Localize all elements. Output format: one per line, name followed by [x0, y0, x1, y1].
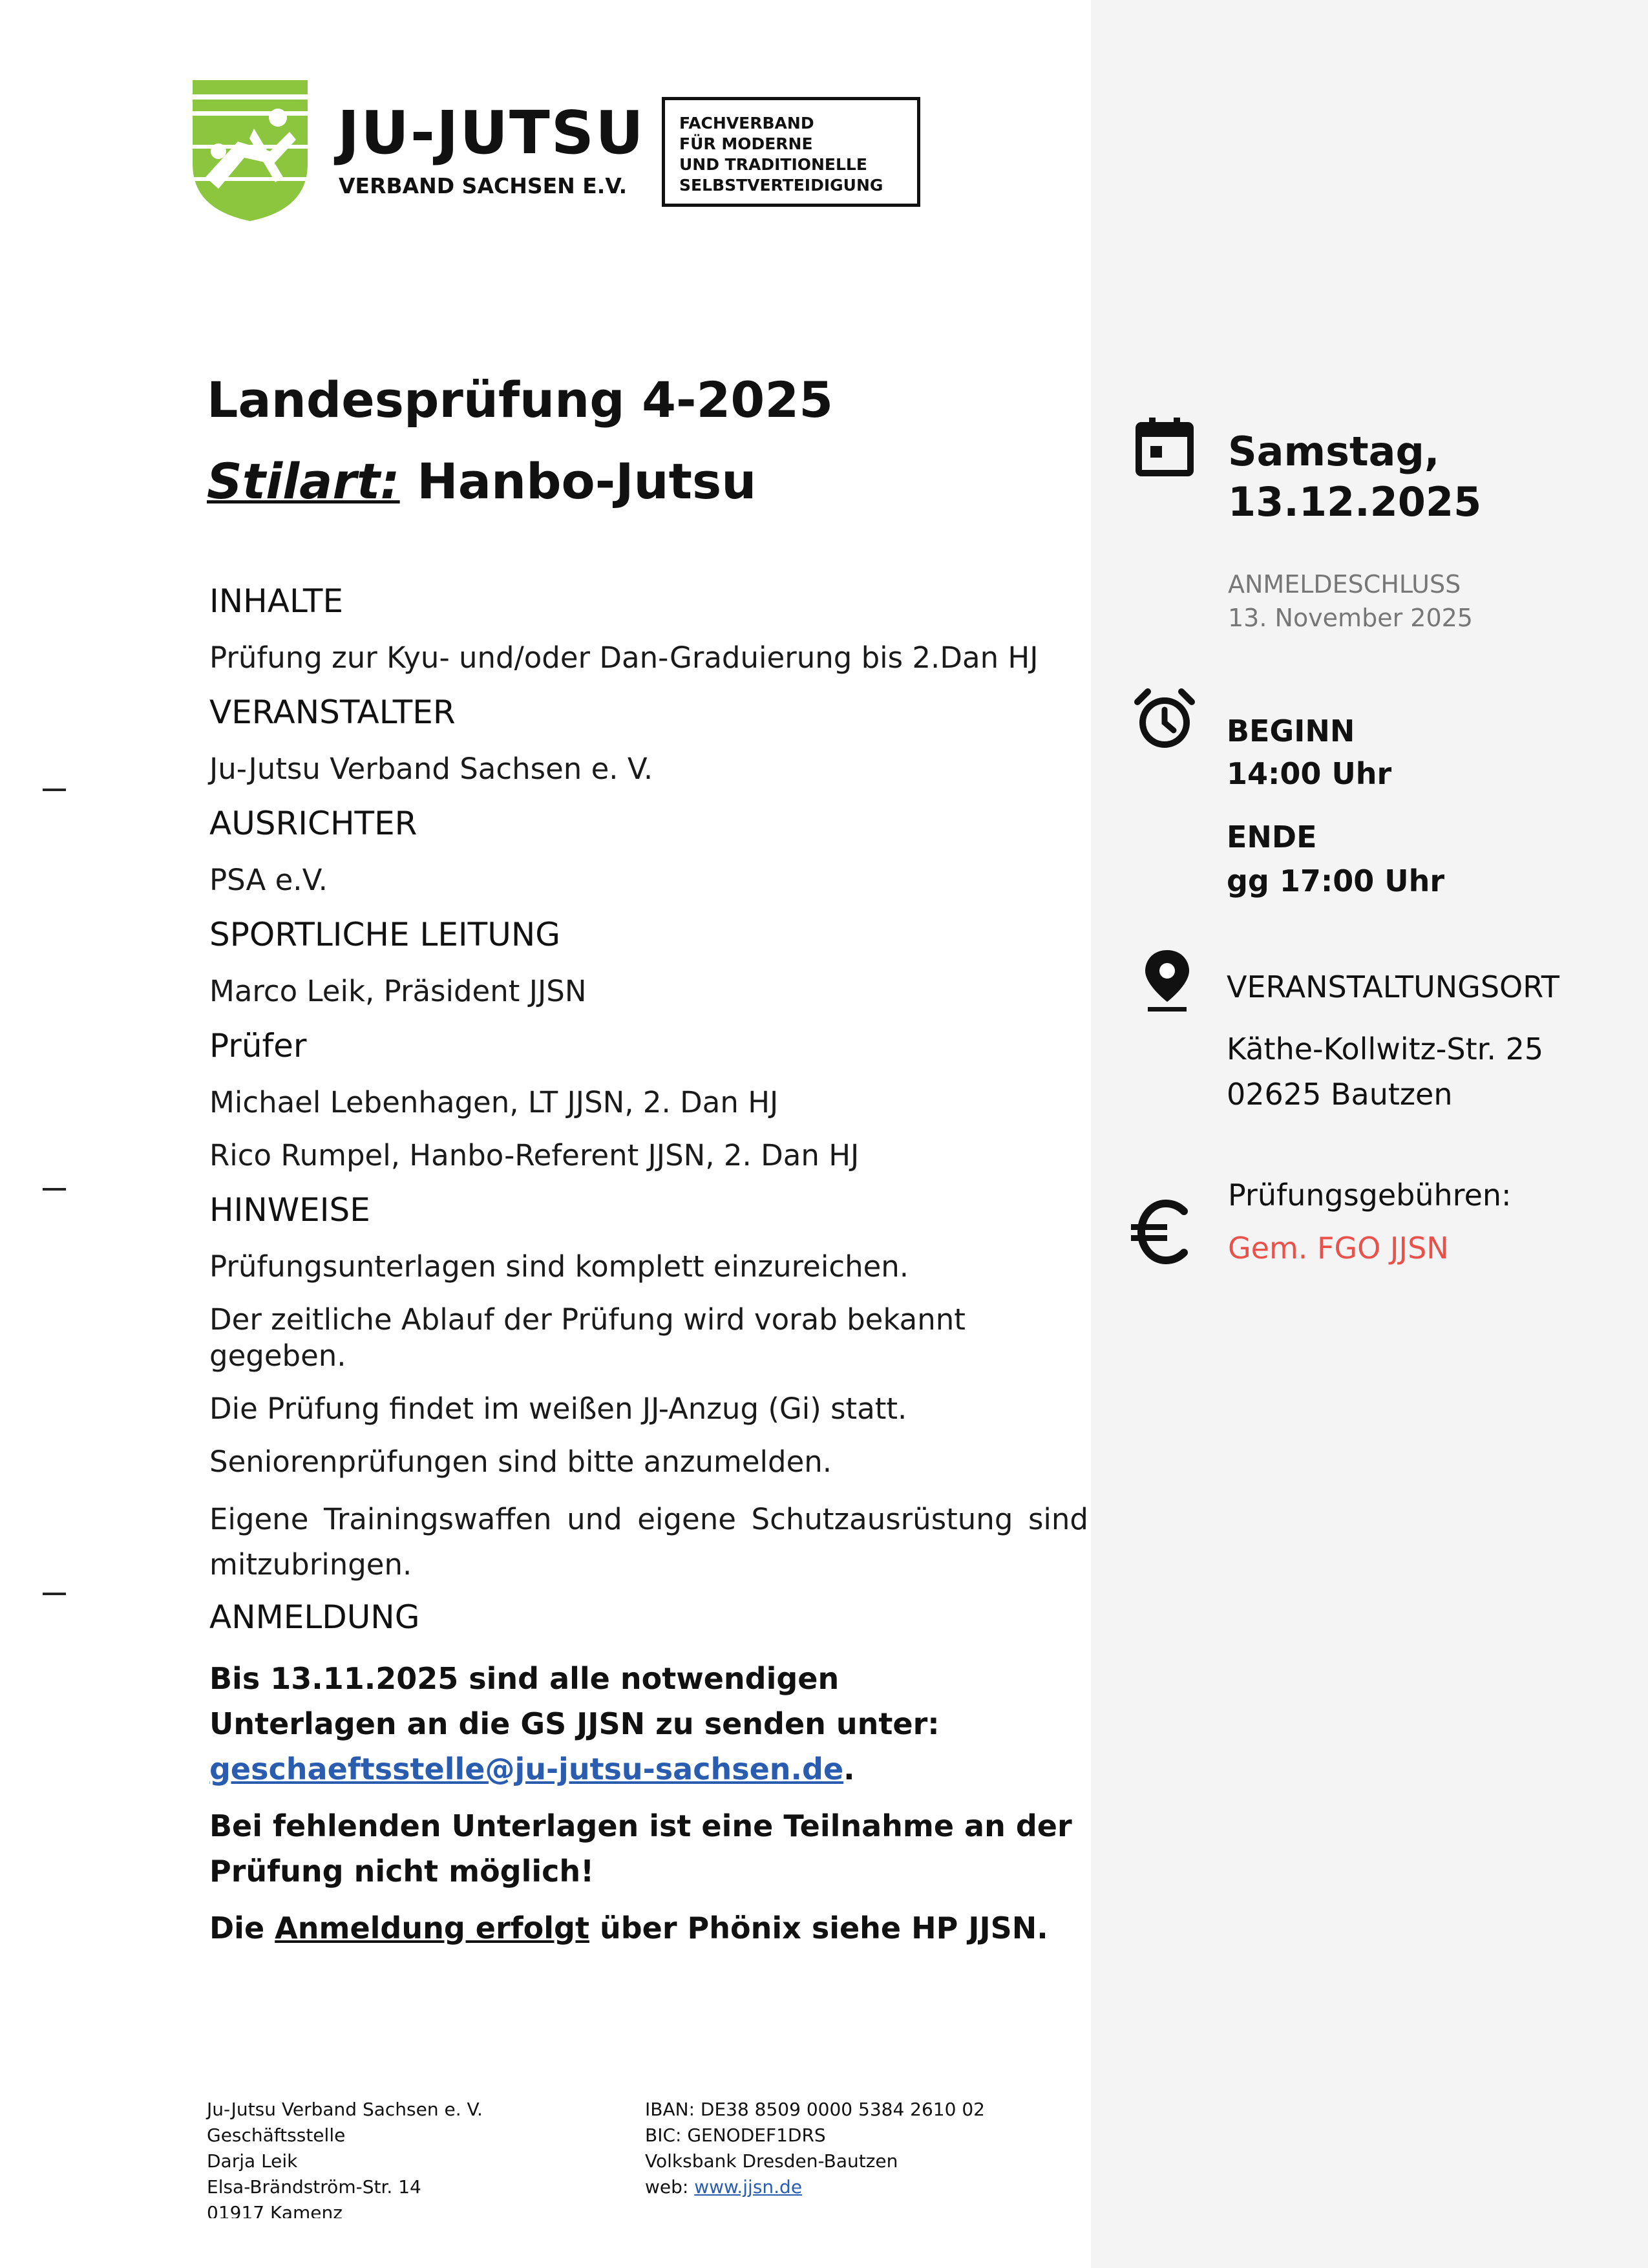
- footer-bank: [645, 2097, 985, 2200]
- event-day: 13.12.2025: [1228, 478, 1482, 525]
- alarm-clock-icon: [1132, 686, 1197, 754]
- punch-mark: [43, 789, 66, 791]
- section-heading-anmeldung: ANMELDUNG: [209, 1598, 420, 1636]
- leitung-text: Marco Leik, Präsident JJSN: [209, 974, 587, 1008]
- footer-line: Darja Leik: [207, 2150, 298, 2172]
- logo-subtitle: VERBAND SACHSEN E.V.: [339, 173, 628, 198]
- ausrichter-text: PSA e.V.: [209, 863, 328, 897]
- veranstalter-text: Ju-Jutsu Verband Sachsen e. V.: [209, 752, 653, 786]
- hinweis-line: Eigene Trainingswaffen und eigene Schutzausrüstung sind mitzubringen.: [209, 1502, 1088, 1582]
- anmeldung-paragraph-3: [209, 1905, 1088, 1951]
- logo-tagline-box: [662, 97, 920, 207]
- tagline-line: UND TRADITIONELLE: [679, 155, 867, 174]
- anmeldung-text: über Phönix siehe HP JJSN.: [589, 1911, 1048, 1945]
- begin-label: BEGINN: [1227, 714, 1355, 748]
- begin-time: 14:00 Uhr: [1227, 756, 1392, 791]
- footer-bic: BIC: GENODEF1DRS: [645, 2125, 826, 2146]
- email-link[interactable]: geschaeftsstelle@ju-jutsu-sachsen.de: [209, 1752, 844, 1786]
- pruefer-line: Rico Rumpel, Hanbo-Referent JJSN, 2. Dan HJ: [209, 1138, 860, 1172]
- website-link[interactable]: www.jjsn.de: [694, 2176, 803, 2198]
- footer-bank-name: Volksbank Dresden-Bautzen: [645, 2150, 898, 2172]
- inhalte-text: Prüfung zur Kyu- und/oder Dan-Graduierung bis 2.Dan HJ: [209, 641, 1039, 675]
- venue-label: VERANSTALTUNGSORT: [1227, 970, 1559, 1004]
- punch-mark: [43, 1593, 66, 1595]
- anmeldung-period: .: [843, 1752, 855, 1786]
- venue-street: Käthe-Kollwitz-Str. 25: [1227, 1032, 1544, 1066]
- footer-address: [207, 2097, 483, 2218]
- tagline-line: SELBSTVERTEIDIGUNG: [679, 176, 883, 195]
- hinweis-line: Die Prüfung findet im weißen JJ-Anzug (Gi) statt.: [209, 1392, 907, 1426]
- footer-line: Elsa-Brändström-Str. 14: [207, 2176, 421, 2198]
- style-value: Hanbo-Jutsu: [417, 452, 757, 510]
- logo-title: JU-JUTSU: [337, 98, 645, 167]
- footer-iban: IBAN: DE38 8509 0000 5384 2610 02: [645, 2099, 985, 2120]
- fee-label: Prüfungsgebühren:: [1228, 1178, 1512, 1213]
- hinweis-line: Seniorenprüfungen sind bitte anzumelden.: [209, 1445, 832, 1479]
- section-heading-leitung: SPORTLICHE LEITUNG: [209, 916, 560, 953]
- anmeldung-text: Die: [209, 1911, 275, 1945]
- page-title: Landesprüfung 4-2025: [207, 371, 834, 429]
- location-pin-icon: [1135, 948, 1199, 1015]
- pruefer-line: Michael Lebenhagen, LT JJSN, 2. Dan HJ: [209, 1085, 779, 1119]
- event-weekday: Samstag,: [1228, 428, 1440, 475]
- anmeldung-text: Bis 13.11.2025 sind alle notwendigen Unterlagen an die GS JJSN zu senden unter:: [209, 1661, 940, 1741]
- venue-city: 02625 Bautzen: [1227, 1077, 1453, 1112]
- section-heading-ausrichter: AUSRICHTER: [209, 805, 417, 842]
- section-heading-hinweise: HINWEISE: [209, 1191, 370, 1229]
- punch-mark: [43, 1188, 66, 1191]
- anmeldung-paragraph-2: Bei fehlenden Unterlagen ist eine Teilnahme an der Prüfung nicht möglich!: [209, 1808, 1072, 1889]
- tagline-line: FÜR MODERNE: [679, 134, 813, 153]
- footer-web: [645, 2174, 985, 2200]
- calendar-icon: [1132, 414, 1197, 481]
- main-content: [209, 582, 1088, 1962]
- euro-icon: [1128, 1200, 1193, 1267]
- info-sidebar-background: [1091, 0, 1648, 2268]
- logo-emblem-icon: [193, 80, 308, 221]
- section-heading-veranstalter: VERANSTALTER: [209, 694, 456, 731]
- style-label: Stilart:: [207, 452, 400, 510]
- footer-web-label: web:: [645, 2176, 695, 2198]
- hinweis-line: Prüfungsunterlagen sind komplett einzureichen.: [209, 1249, 909, 1284]
- hinweis-line: Der zeitliche Ablauf der Prüfung wird vorab bekannt gegeben.: [209, 1302, 966, 1373]
- deadline-date: 13. November 2025: [1228, 604, 1473, 632]
- deadline-label: ANMELDESCHLUSS: [1228, 570, 1461, 599]
- footer-line: Ju-Jutsu Verband Sachsen e. V.: [207, 2099, 483, 2120]
- tagline-line: FACHVERBAND: [679, 114, 814, 132]
- footer-line: 01917 Kamenz: [207, 2202, 343, 2218]
- section-heading-pruefer: Prüfer: [209, 1027, 307, 1065]
- anmeldung-link[interactable]: Anmeldung erfolgt: [275, 1911, 589, 1945]
- style-heading: [207, 452, 756, 510]
- footer-line: Geschäftsstelle: [207, 2125, 346, 2146]
- fee-value: Gem. FGO JJSN: [1228, 1231, 1449, 1266]
- anmeldung-paragraph-1: [209, 1656, 966, 1792]
- event-date: [1228, 427, 1481, 527]
- end-label: ENDE: [1227, 820, 1317, 854]
- end-time: gg 17:00 Uhr: [1227, 864, 1445, 898]
- section-heading-inhalte: INHALTE: [209, 582, 344, 620]
